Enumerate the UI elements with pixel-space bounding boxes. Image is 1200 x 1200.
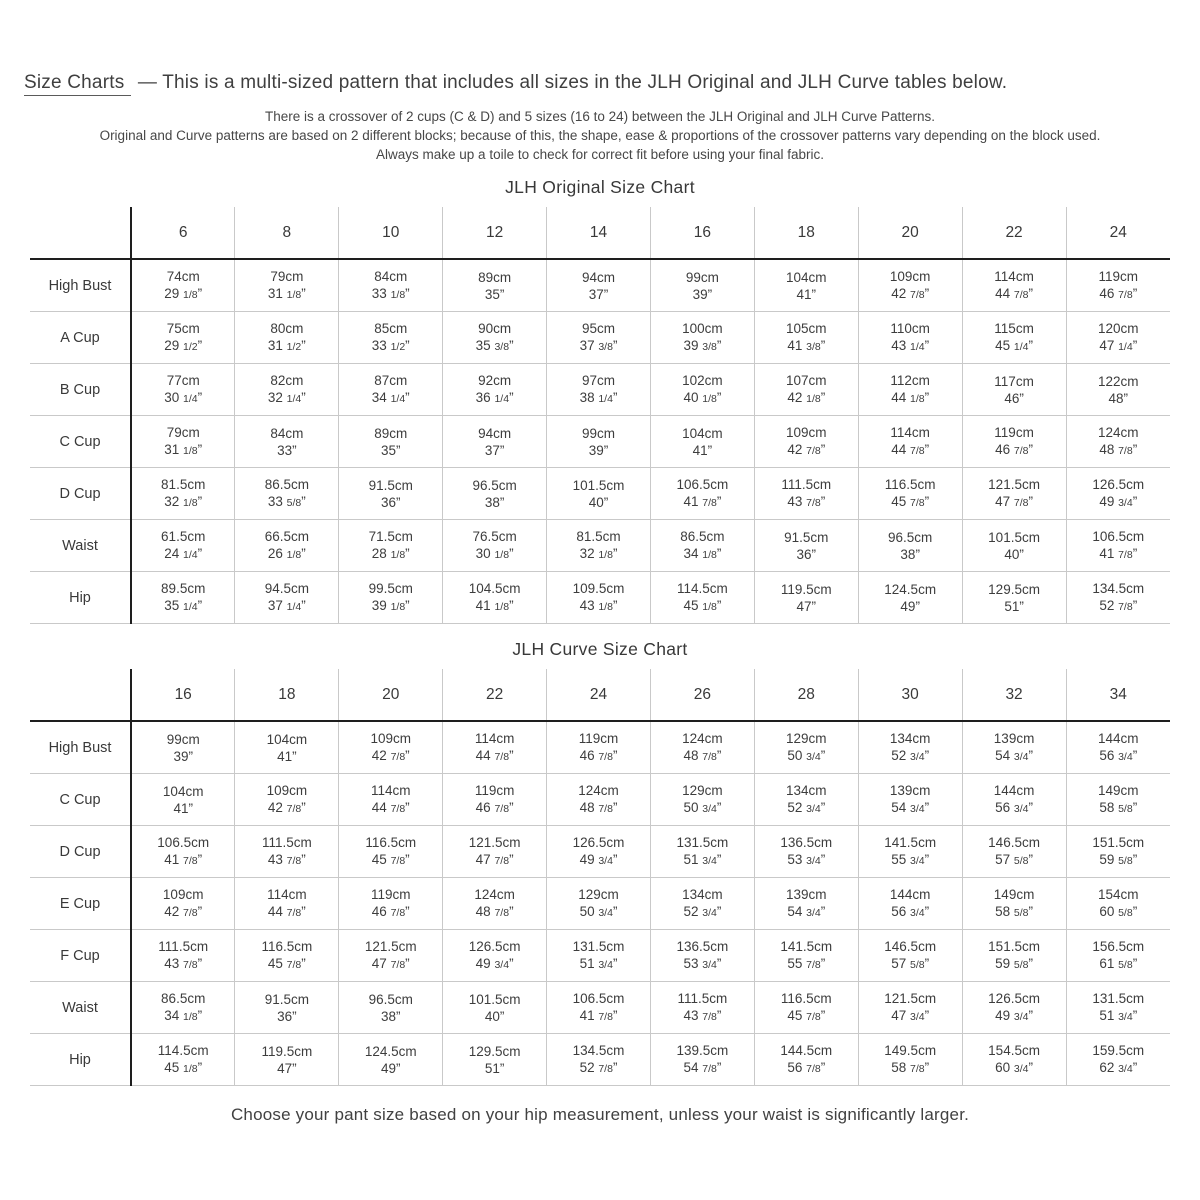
- measurement-cell: 109cm 42 7/8”: [858, 259, 962, 312]
- measurement-cell: 116.5cm 45 7/8”: [858, 468, 962, 520]
- size-column-header: 10: [339, 207, 443, 259]
- measurement-cell: 134.5cm 52 7/8”: [1066, 572, 1170, 624]
- measurement-cell: 141.5cm 55 7/8”: [754, 930, 858, 982]
- measurement-cell: 122cm 48”: [1066, 364, 1170, 416]
- measurement-cell: 119cm 46 7/8”: [547, 721, 651, 774]
- size-column-header: 22: [443, 669, 547, 721]
- size-column-header: 14: [547, 207, 651, 259]
- measurement-cell: 105cm 41 3/8”: [754, 312, 858, 364]
- measurement-cell: 126.5cm 49 3/4”: [1066, 468, 1170, 520]
- measurement-cell: 156.5cm 61 5/8”: [1066, 930, 1170, 982]
- measurement-row: [30, 826, 1170, 878]
- measurement-cell: 91.5cm 36”: [339, 468, 443, 520]
- measurement-cell: 121.5cm 47 7/8”: [339, 930, 443, 982]
- row-label: D Cup: [30, 468, 131, 520]
- measurement-cell: 104cm 41”: [235, 721, 339, 774]
- measurement-cell: 81.5cm 32 1/8”: [131, 468, 235, 520]
- measurement-row: [30, 1034, 1170, 1086]
- measurement-cell: 131.5cm 51 3/4”: [650, 826, 754, 878]
- measurement-cell: 146.5cm 57 5/8”: [962, 826, 1066, 878]
- measurement-cell: 121.5cm 47 3/4”: [858, 982, 962, 1034]
- size-column-header: 30: [858, 669, 962, 721]
- measurement-cell: 116.5cm 45 7/8”: [754, 982, 858, 1034]
- size-header-row: [30, 207, 1170, 259]
- measurement-cell: 101.5cm 40”: [547, 468, 651, 520]
- size-column-header: 24: [1066, 207, 1170, 259]
- row-label: D Cup: [30, 826, 131, 878]
- measurement-cell: 99cm 39”: [650, 259, 754, 312]
- measurement-cell: 119.5cm 47”: [754, 572, 858, 624]
- measurement-cell: 129cm 50 3/4”: [754, 721, 858, 774]
- measurement-row: [30, 878, 1170, 930]
- measurement-cell: 131.5cm 51 3/4”: [1066, 982, 1170, 1034]
- measurement-cell: 81.5cm 32 1/8”: [547, 520, 651, 572]
- measurement-cell: 149cm 58 5/8”: [962, 878, 1066, 930]
- measurement-cell: 89.5cm 35 1/4”: [131, 572, 235, 624]
- corner-cell: [30, 207, 131, 259]
- measurement-cell: 134.5cm 52 7/8”: [547, 1034, 651, 1086]
- row-label: E Cup: [30, 878, 131, 930]
- measurement-cell: 119cm 46 7/8”: [339, 878, 443, 930]
- measurement-cell: 126.5cm 49 3/4”: [962, 982, 1066, 1034]
- measurement-cell: 117cm 46”: [962, 364, 1066, 416]
- size-column-header: 12: [443, 207, 547, 259]
- measurement-cell: 109cm 42 7/8”: [754, 416, 858, 468]
- measurement-cell: 90cm 35 3/8”: [443, 312, 547, 364]
- footer-note: Choose your pant size based on your hip measurement, unless your waist is significantly larger.: [230, 1105, 970, 1124]
- measurement-cell: 109cm 42 7/8”: [131, 878, 235, 930]
- measurement-cell: 124cm 48 7/8”: [547, 774, 651, 826]
- measurement-cell: 114cm 44 7/8”: [339, 774, 443, 826]
- measurement-cell: 146.5cm 57 5/8”: [858, 930, 962, 982]
- measurement-cell: 106.5cm 41 7/8”: [1066, 520, 1170, 572]
- measurement-cell: 144.5cm 56 7/8”: [754, 1034, 858, 1086]
- measurement-cell: 154.5cm 60 3/4”: [962, 1034, 1066, 1086]
- measurement-row: [30, 721, 1170, 774]
- measurement-row: [30, 982, 1170, 1034]
- measurement-cell: 124cm 48 7/8”: [650, 721, 754, 774]
- measurement-cell: 119cm 46 7/8”: [443, 774, 547, 826]
- measurement-cell: 121.5cm 47 7/8”: [962, 468, 1066, 520]
- page-title-lead: Size Charts: [24, 72, 131, 96]
- measurement-cell: 94cm 37”: [547, 259, 651, 312]
- measurement-cell: 102cm 40 1/8”: [650, 364, 754, 416]
- original-size-chart-table: [30, 207, 1170, 624]
- measurement-cell: 66.5cm 26 1/8”: [235, 520, 339, 572]
- measurement-cell: 95cm 37 3/8”: [547, 312, 651, 364]
- row-label: High Bust: [30, 721, 131, 774]
- measurement-cell: 119cm 46 7/8”: [1066, 259, 1170, 312]
- measurement-cell: 91.5cm 36”: [754, 520, 858, 572]
- size-column-header: 6: [131, 207, 235, 259]
- measurement-cell: 107cm 42 1/8”: [754, 364, 858, 416]
- measurement-row: [30, 312, 1170, 364]
- measurement-cell: 84cm 33 1/8”: [339, 259, 443, 312]
- row-label: B Cup: [30, 364, 131, 416]
- measurement-cell: 114cm 44 7/8”: [443, 721, 547, 774]
- measurement-cell: 136.5cm 53 3/4”: [754, 826, 858, 878]
- measurement-row: [30, 259, 1170, 312]
- measurement-row: [30, 520, 1170, 572]
- measurement-cell: 61.5cm 24 1/4”: [131, 520, 235, 572]
- measurement-cell: 106.5cm 41 7/8”: [131, 826, 235, 878]
- measurement-cell: 149.5cm 58 7/8”: [858, 1034, 962, 1086]
- measurement-cell: 129.5cm 51”: [962, 572, 1066, 624]
- measurement-cell: 109.5cm 43 1/8”: [547, 572, 651, 624]
- measurement-cell: 76.5cm 30 1/8”: [443, 520, 547, 572]
- measurement-cell: 99.5cm 39 1/8”: [339, 572, 443, 624]
- measurement-cell: 104cm 41”: [754, 259, 858, 312]
- row-label: High Bust: [30, 259, 131, 312]
- measurement-cell: 109cm 42 7/8”: [339, 721, 443, 774]
- row-label: C Cup: [30, 416, 131, 468]
- measurement-row: [30, 930, 1170, 982]
- measurement-cell: 144cm 56 3/4”: [1066, 721, 1170, 774]
- page-title-rest: — This is a multi-sized pattern that includes all sizes in the JLH Original and JLH Curve tables below.: [137, 72, 1008, 93]
- row-label: Hip: [30, 1034, 131, 1086]
- measurement-cell: 131.5cm 51 3/4”: [547, 930, 651, 982]
- measurement-cell: 159.5cm 62 3/4”: [1066, 1034, 1170, 1086]
- measurement-cell: 124.5cm 49”: [858, 572, 962, 624]
- size-column-header: 28: [754, 669, 858, 721]
- measurement-cell: 119cm 46 7/8”: [962, 416, 1066, 468]
- measurement-cell: 149cm 58 5/8”: [1066, 774, 1170, 826]
- measurement-cell: 114cm 44 7/8”: [235, 878, 339, 930]
- measurement-cell: 104cm 41”: [650, 416, 754, 468]
- measurement-cell: 86.5cm 34 1/8”: [650, 520, 754, 572]
- measurement-cell: 124cm 48 7/8”: [1066, 416, 1170, 468]
- measurement-cell: 82cm 32 1/4”: [235, 364, 339, 416]
- measurement-cell: 139cm 54 3/4”: [962, 721, 1066, 774]
- measurement-cell: 139cm 54 3/4”: [754, 878, 858, 930]
- measurement-cell: 75cm 29 1/2”: [131, 312, 235, 364]
- measurement-cell: 151.5cm 59 5/8”: [1066, 826, 1170, 878]
- measurement-row: [30, 572, 1170, 624]
- measurement-cell: 79cm 31 1/8”: [235, 259, 339, 312]
- row-label: A Cup: [30, 312, 131, 364]
- measurement-cell: 136.5cm 53 3/4”: [650, 930, 754, 982]
- size-column-header: 22: [962, 207, 1066, 259]
- measurement-cell: 129cm 50 3/4”: [547, 878, 651, 930]
- measurement-cell: 134cm 52 3/4”: [650, 878, 754, 930]
- measurement-row: [30, 774, 1170, 826]
- note-line: Original and Curve patterns are based on 2 different blocks; because of this, the shape, ease & proportions of the crossover patterns vary depending on the block used.: [99, 128, 1101, 143]
- measurement-cell: 120cm 47 1/4”: [1066, 312, 1170, 364]
- curve-chart-title: JLH Curve Size Chart: [512, 639, 688, 659]
- measurement-cell: 101.5cm 40”: [962, 520, 1066, 572]
- size-column-header: 18: [754, 207, 858, 259]
- size-column-header: 34: [1066, 669, 1170, 721]
- measurement-cell: 112cm 44 1/8”: [858, 364, 962, 416]
- row-label: Waist: [30, 520, 131, 572]
- measurement-cell: 97cm 38 1/4”: [547, 364, 651, 416]
- size-column-header: 26: [650, 669, 754, 721]
- row-label: Hip: [30, 572, 131, 624]
- measurement-row: [30, 416, 1170, 468]
- measurement-cell: 144cm 56 3/4”: [962, 774, 1066, 826]
- measurement-row: [30, 468, 1170, 520]
- curve-size-chart-table: [30, 669, 1170, 1086]
- measurement-cell: 84cm 33”: [235, 416, 339, 468]
- measurement-cell: 114cm 44 7/8”: [962, 259, 1066, 312]
- measurement-cell: 89cm 35”: [339, 416, 443, 468]
- measurement-cell: 109cm 42 7/8”: [235, 774, 339, 826]
- corner-cell: [30, 669, 131, 721]
- measurement-cell: 96.5cm 38”: [858, 520, 962, 572]
- intro-notes: [0, 107, 1200, 164]
- measurement-cell: 115cm 45 1/4”: [962, 312, 1066, 364]
- measurement-cell: 154cm 60 5/8”: [1066, 878, 1170, 930]
- measurement-cell: 89cm 35”: [443, 259, 547, 312]
- measurement-cell: 71.5cm 28 1/8”: [339, 520, 443, 572]
- measurement-cell: 124.5cm 49”: [339, 1034, 443, 1086]
- row-label: F Cup: [30, 930, 131, 982]
- measurement-cell: 141.5cm 55 3/4”: [858, 826, 962, 878]
- measurement-cell: 139cm 54 3/4”: [858, 774, 962, 826]
- measurement-cell: 101.5cm 40”: [443, 982, 547, 1034]
- measurement-cell: 114cm 44 7/8”: [858, 416, 962, 468]
- measurement-cell: 119.5cm 47”: [235, 1034, 339, 1086]
- measurement-cell: 104.5cm 41 1/8”: [443, 572, 547, 624]
- measurement-cell: 111.5cm 43 7/8”: [754, 468, 858, 520]
- measurement-cell: 129cm 50 3/4”: [650, 774, 754, 826]
- measurement-cell: 134cm 52 3/4”: [754, 774, 858, 826]
- size-column-header: 18: [235, 669, 339, 721]
- measurement-cell: 86.5cm 33 5/8”: [235, 468, 339, 520]
- measurement-cell: 111.5cm 43 7/8”: [131, 930, 235, 982]
- measurement-cell: 94cm 37”: [443, 416, 547, 468]
- measurement-cell: 77cm 30 1/4”: [131, 364, 235, 416]
- measurement-cell: 126.5cm 49 3/4”: [547, 826, 651, 878]
- measurement-cell: 74cm 29 1/8”: [131, 259, 235, 312]
- size-column-header: 24: [547, 669, 651, 721]
- measurement-cell: 111.5cm 43 7/8”: [235, 826, 339, 878]
- measurement-cell: 91.5cm 36”: [235, 982, 339, 1034]
- measurement-cell: 80cm 31 1/2”: [235, 312, 339, 364]
- row-label: Waist: [30, 982, 131, 1034]
- measurement-cell: 110cm 43 1/4”: [858, 312, 962, 364]
- measurement-cell: 111.5cm 43 7/8”: [650, 982, 754, 1034]
- measurement-cell: 134cm 52 3/4”: [858, 721, 962, 774]
- measurement-cell: 99cm 39”: [131, 721, 235, 774]
- measurement-cell: 116.5cm 45 7/8”: [235, 930, 339, 982]
- measurement-cell: 87cm 34 1/4”: [339, 364, 443, 416]
- measurement-cell: 121.5cm 47 7/8”: [443, 826, 547, 878]
- measurement-cell: 144cm 56 3/4”: [858, 878, 962, 930]
- measurement-cell: 85cm 33 1/2”: [339, 312, 443, 364]
- measurement-cell: 139.5cm 54 7/8”: [650, 1034, 754, 1086]
- size-column-header: 20: [858, 207, 962, 259]
- measurement-cell: 100cm 39 3/8”: [650, 312, 754, 364]
- row-label: C Cup: [30, 774, 131, 826]
- measurement-cell: 126.5cm 49 3/4”: [443, 930, 547, 982]
- measurement-cell: 79cm 31 1/8”: [131, 416, 235, 468]
- measurement-cell: 94.5cm 37 1/4”: [235, 572, 339, 624]
- measurement-cell: 116.5cm 45 7/8”: [339, 826, 443, 878]
- measurement-cell: 96.5cm 38”: [339, 982, 443, 1034]
- measurement-cell: 124cm 48 7/8”: [443, 878, 547, 930]
- original-chart-title: JLH Original Size Chart: [505, 177, 695, 197]
- size-column-header: 32: [962, 669, 1066, 721]
- note-line: Always make up a toile to check for correct fit before using your final fabric.: [376, 147, 824, 162]
- measurement-cell: 106.5cm 41 7/8”: [650, 468, 754, 520]
- size-column-header: 8: [235, 207, 339, 259]
- size-column-header: 16: [131, 669, 235, 721]
- measurement-cell: 104cm 41”: [131, 774, 235, 826]
- size-header-row: [30, 669, 1170, 721]
- measurement-cell: 106.5cm 41 7/8”: [547, 982, 651, 1034]
- measurement-cell: 114.5cm 45 1/8”: [131, 1034, 235, 1086]
- size-column-header: 16: [650, 207, 754, 259]
- measurement-cell: 92cm 36 1/4”: [443, 364, 547, 416]
- measurement-cell: 99cm 39”: [547, 416, 651, 468]
- size-column-header: 20: [339, 669, 443, 721]
- page-title: [0, 0, 1200, 94]
- measurement-cell: 151.5cm 59 5/8”: [962, 930, 1066, 982]
- measurement-row: [30, 364, 1170, 416]
- measurement-cell: 129.5cm 51”: [443, 1034, 547, 1086]
- measurement-cell: 96.5cm 38”: [443, 468, 547, 520]
- measurement-cell: 86.5cm 34 1/8”: [131, 982, 235, 1034]
- measurement-cell: 114.5cm 45 1/8”: [650, 572, 754, 624]
- note-line: There is a crossover of 2 cups (C & D) and 5 sizes (16 to 24) between the JLH Original and JLH Curve Patterns.: [264, 109, 936, 124]
